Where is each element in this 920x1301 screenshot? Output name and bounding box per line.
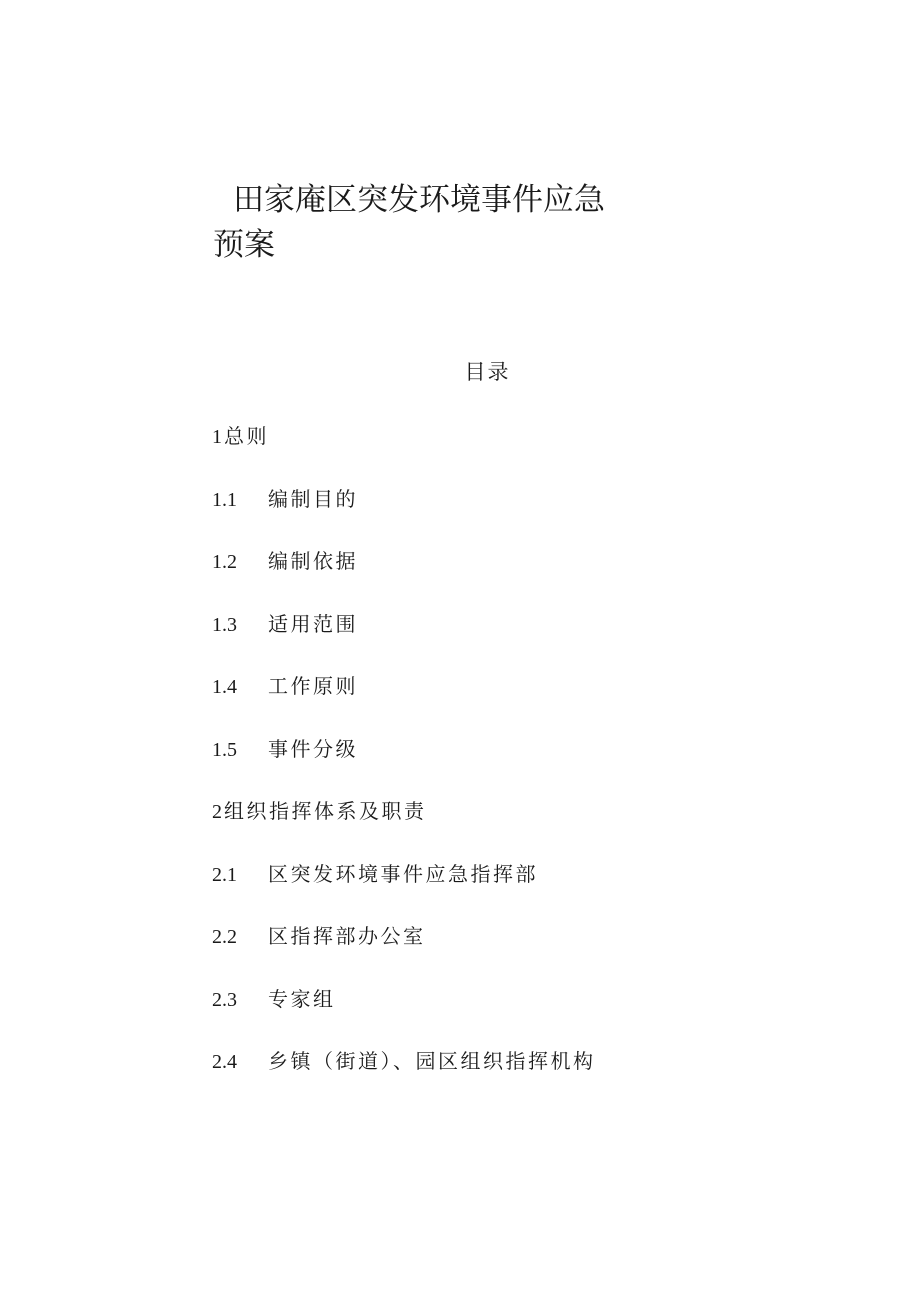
toc-item[interactable]	[212, 543, 812, 606]
toc-item-number: 2.3	[212, 988, 237, 1011]
toc-item-number: 1.5	[212, 738, 237, 761]
toc-item[interactable]	[212, 981, 812, 1044]
toc-item-text: 总则	[224, 424, 269, 448]
toc-item[interactable]	[212, 731, 812, 794]
toc-item-number: 2	[212, 801, 222, 823]
toc-item[interactable]	[212, 418, 812, 481]
toc-item-number: 2.2	[212, 926, 237, 948]
toc-item-text: 工作原则	[268, 674, 358, 698]
toc-item-number: 1.3	[212, 613, 237, 636]
toc-item[interactable]	[212, 668, 812, 731]
toc-item[interactable]	[212, 918, 812, 981]
toc-item[interactable]	[212, 606, 812, 669]
toc-item-number: 1.4	[212, 676, 237, 698]
toc-item-number: 1	[212, 426, 222, 448]
toc-item-text: 组织指挥体系及职责	[224, 799, 427, 823]
toc-item-number: 1.2	[212, 551, 237, 573]
toc-item[interactable]	[212, 856, 812, 919]
toc-item-text: 编制目的	[268, 486, 358, 511]
toc-item-text: 适用范围	[268, 611, 358, 636]
toc-heading: 目录	[464, 360, 511, 384]
toc-item-text: 事件分级	[268, 736, 358, 761]
toc-item-text: 区指挥部办公室	[268, 924, 426, 948]
toc-item[interactable]	[212, 481, 812, 544]
toc-item-text: 编制依据	[268, 549, 358, 573]
toc-item-text: 乡镇（街道）、园区组织指挥机构	[268, 1049, 596, 1073]
toc-item[interactable]	[212, 1043, 812, 1106]
toc-item-text: 区突发环境事件应急指挥部	[268, 861, 538, 886]
toc-item[interactable]	[212, 793, 812, 856]
toc-item-number: 1.1	[212, 488, 237, 511]
table-of-contents	[212, 418, 812, 1106]
document-title: 田家庵区突发环境事件应急预案	[213, 182, 605, 263]
toc-item-number: 2.4	[212, 1051, 237, 1073]
toc-item-number: 2.1	[212, 863, 237, 886]
toc-item-text: 专家组	[268, 986, 336, 1011]
